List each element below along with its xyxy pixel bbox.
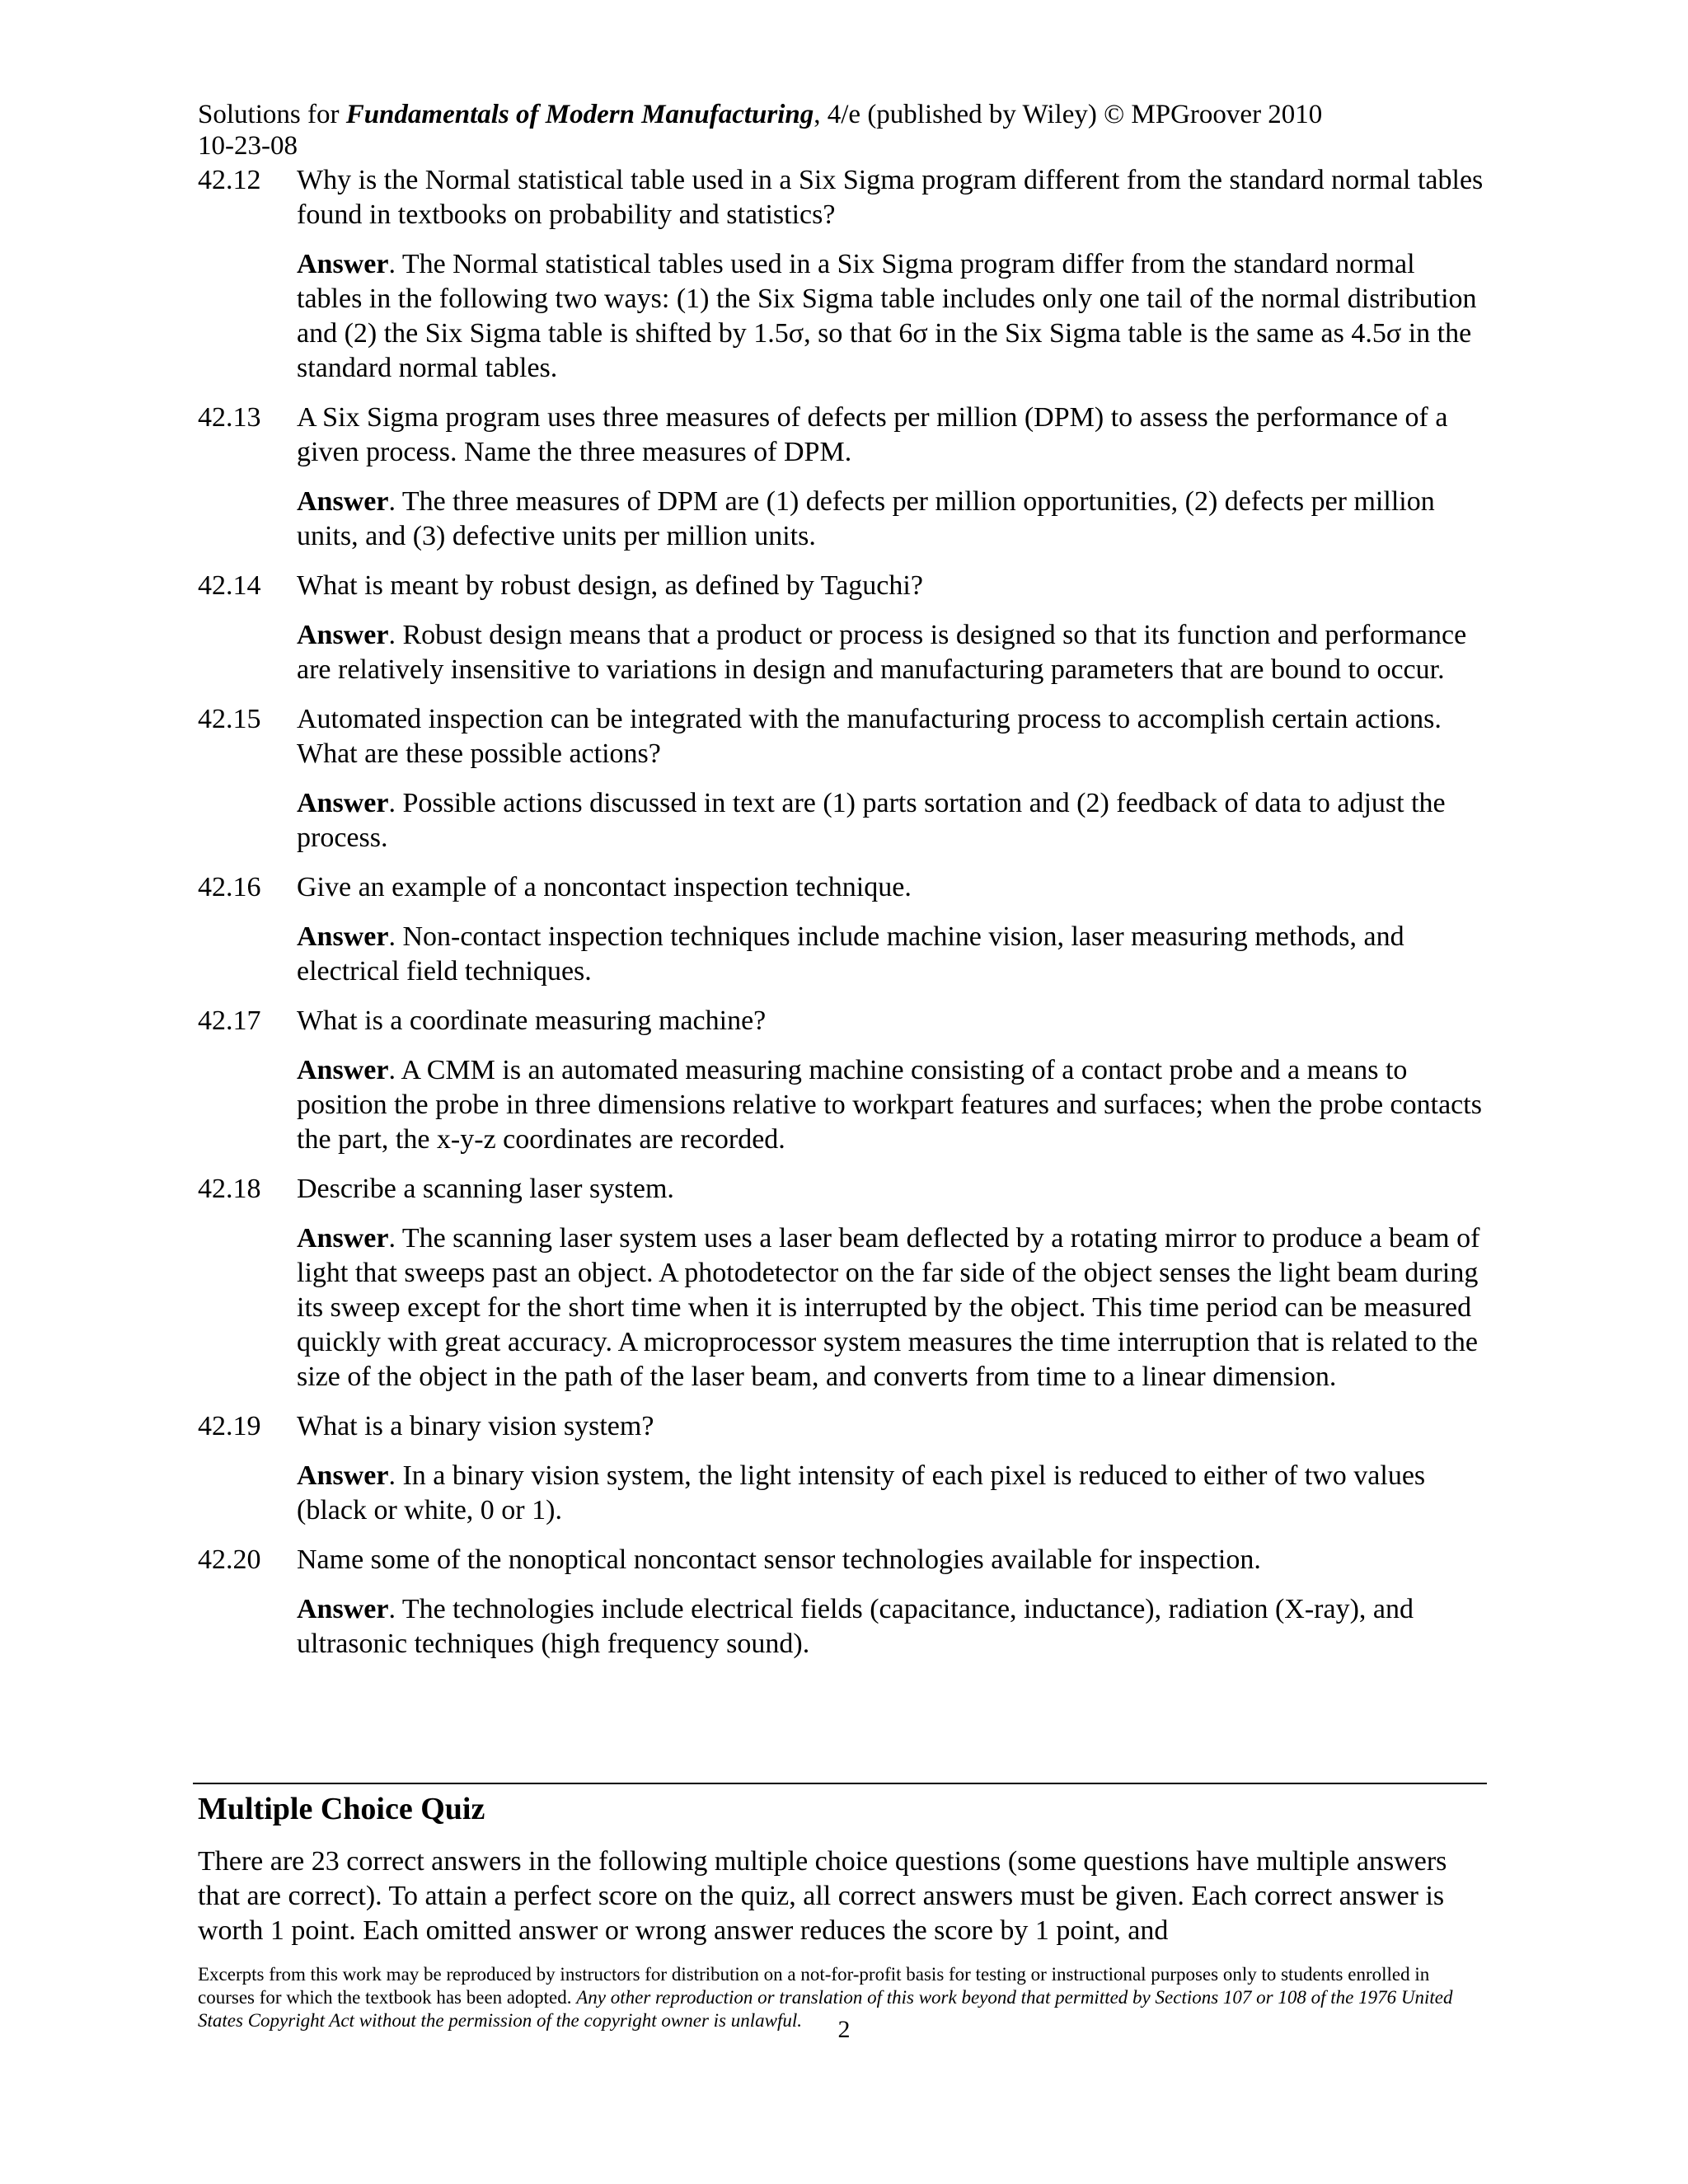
question-number: 42.19 [198, 1411, 261, 1441]
book-title: Fundamentals of Modern Manufacturing [345, 100, 814, 129]
question-number: 42.18 [198, 1174, 261, 1204]
answer-text [297, 786, 1484, 855]
question-answer-list [198, 163, 1484, 1676]
answer-body: . In a binary vision system, the light intensity of each pixel is reduced to either of two values (black or white, 0 or 1). [297, 1460, 1426, 1526]
answer-label: Answer [297, 921, 389, 952]
answer-text [297, 485, 1484, 554]
page-header [198, 99, 1322, 162]
answer-body: . The technologies include electrical fields (capacitance, inductance), radiation (X-ray), and ultrasonic techniques (high frequency sound). [297, 1594, 1414, 1659]
qa-item [198, 1543, 1484, 1661]
header-date: 10-23-08 [198, 131, 298, 161]
answer-text [297, 1221, 1484, 1394]
answer-body: . Robust design means that a product or process is designed so that its function and performance are relatively insensitive to variations in design and manufacturing parameters that are bound to occur. [297, 620, 1467, 685]
question-number: 42.15 [198, 704, 261, 734]
qa-item [198, 702, 1484, 855]
section-divider [193, 1783, 1487, 1784]
answer-label: Answer [297, 620, 389, 650]
answer-body: . Non-contact inspection techniques include machine vision, laser measuring methods, and electrical field techniques. [297, 921, 1404, 987]
question-text: Give an example of a noncontact inspection technique. [297, 872, 912, 902]
question-number: 42.17 [198, 1005, 261, 1036]
question-number: 42.20 [198, 1544, 261, 1575]
qa-item [198, 870, 1484, 989]
qa-item [198, 1409, 1484, 1528]
answer-body: . The scanning laser system uses a laser beam deflected by a rotating mirror to produce a beam of light that sweeps past an object. A photodetector on the far side of the object senses the light beam during its sweep except for the short time when it is interrupted by the object. This time period can be measured quickly with great accuracy. A microprocessor system measures the time interruption that is related to the size of the object in the path of the laser beam, and converts from time to a linear dimension. [297, 1223, 1480, 1392]
question-number: 42.12 [198, 165, 261, 195]
answer-label: Answer [297, 249, 389, 279]
quiz-intro-text: There are 23 correct answers in the following multiple choice questions (some questions have multiple answers that are correct). To attain a perfect score on the quiz, all correct answers must be given. Each correct answer is worth 1 point. Each omitted answer or wrong answer reduces the score by 1 point, and [198, 1846, 1447, 1946]
answer-label: Answer [297, 1055, 389, 1085]
qa-item [198, 401, 1484, 554]
answer-label: Answer [297, 486, 389, 517]
answer-text [297, 247, 1484, 386]
answer-text [297, 1459, 1484, 1528]
answer-text [297, 1053, 1484, 1157]
answer-body: . The three measures of DPM are (1) defects per million opportunities, (2) defects per million units, and (3) defective units per million units. [297, 486, 1435, 551]
quiz-heading: Multiple Choice Quiz [198, 1792, 485, 1826]
answer-label: Answer [297, 1594, 389, 1624]
answer-text [297, 618, 1484, 687]
page-number: 2 [837, 2016, 851, 2043]
answer-label: Answer [297, 1460, 389, 1491]
qa-item [198, 163, 1484, 386]
question-text: A Six Sigma program uses three measures of defects per million (DPM) to assess the performance of a given process. Name the three measures of DPM. [297, 402, 1448, 467]
answer-text [297, 920, 1484, 989]
question-text: Name some of the nonoptical noncontact sensor technologies available for inspection. [297, 1544, 1261, 1575]
question-number: 42.14 [198, 570, 261, 601]
answer-body: . Possible actions discussed in text are (1) parts sortation and (2) feedback of data to adjust the process. [297, 788, 1446, 853]
qa-item [198, 569, 1484, 687]
answer-label: Answer [297, 788, 389, 818]
header-line [198, 99, 1322, 130]
footer-italic-text: Any other reproduction or translation of this work beyond that permitted by Sections 107 or 108 of the 1976 United States Copyright Act without the permission of the copyright owner is unlawful. [198, 1987, 1453, 2031]
answer-label: Answer [297, 1223, 389, 1254]
question-text: Automated inspection can be integrated with the manufacturing process to accomplish certain actions. What are these possible actions? [297, 704, 1442, 769]
question-text: Why is the Normal statistical table used in a Six Sigma program different from the standard normal tables found in textbooks on probability and statistics? [297, 165, 1484, 230]
question-text: What is a binary vision system? [297, 1411, 654, 1441]
answer-text [297, 1592, 1484, 1661]
qa-item [198, 1004, 1484, 1157]
header-suffix: , 4/e (published by Wiley) © MPGroover 2010 [814, 100, 1323, 129]
qa-item [198, 1172, 1484, 1394]
footer-normal-text: Excerpts from this work may be reproduced by instructors for distribution on a not-for-profit basis for testing or instructional purposes only to students enrolled in courses for which the textbook has been adopted. [198, 1964, 1430, 2008]
question-number: 42.13 [198, 402, 261, 433]
question-text: Describe a scanning laser system. [297, 1174, 674, 1204]
answer-body: . The Normal statistical tables used in a Six Sigma program differ from the standard normal tables in the following two ways: (1) the Six Sigma table includes only one tail of the normal distribution and (2) the Six Sigma table is shifted by 1.5σ, so that 6σ in the Six Sigma table is the same as 4.5σ in the standard normal tables. [297, 249, 1477, 383]
question-text: What is a coordinate measuring machine? [297, 1005, 767, 1036]
header-prefix: Solutions for [198, 100, 346, 129]
answer-body: . A CMM is an automated measuring machine consisting of a contact probe and a means to position the probe in three dimensions relative to workpart features and surfaces; when the probe contacts the part, the x-y-z coordinates are recorded. [297, 1055, 1482, 1155]
question-number: 42.16 [198, 872, 261, 902]
question-text: What is meant by robust design, as defined by Taguchi? [297, 570, 923, 601]
